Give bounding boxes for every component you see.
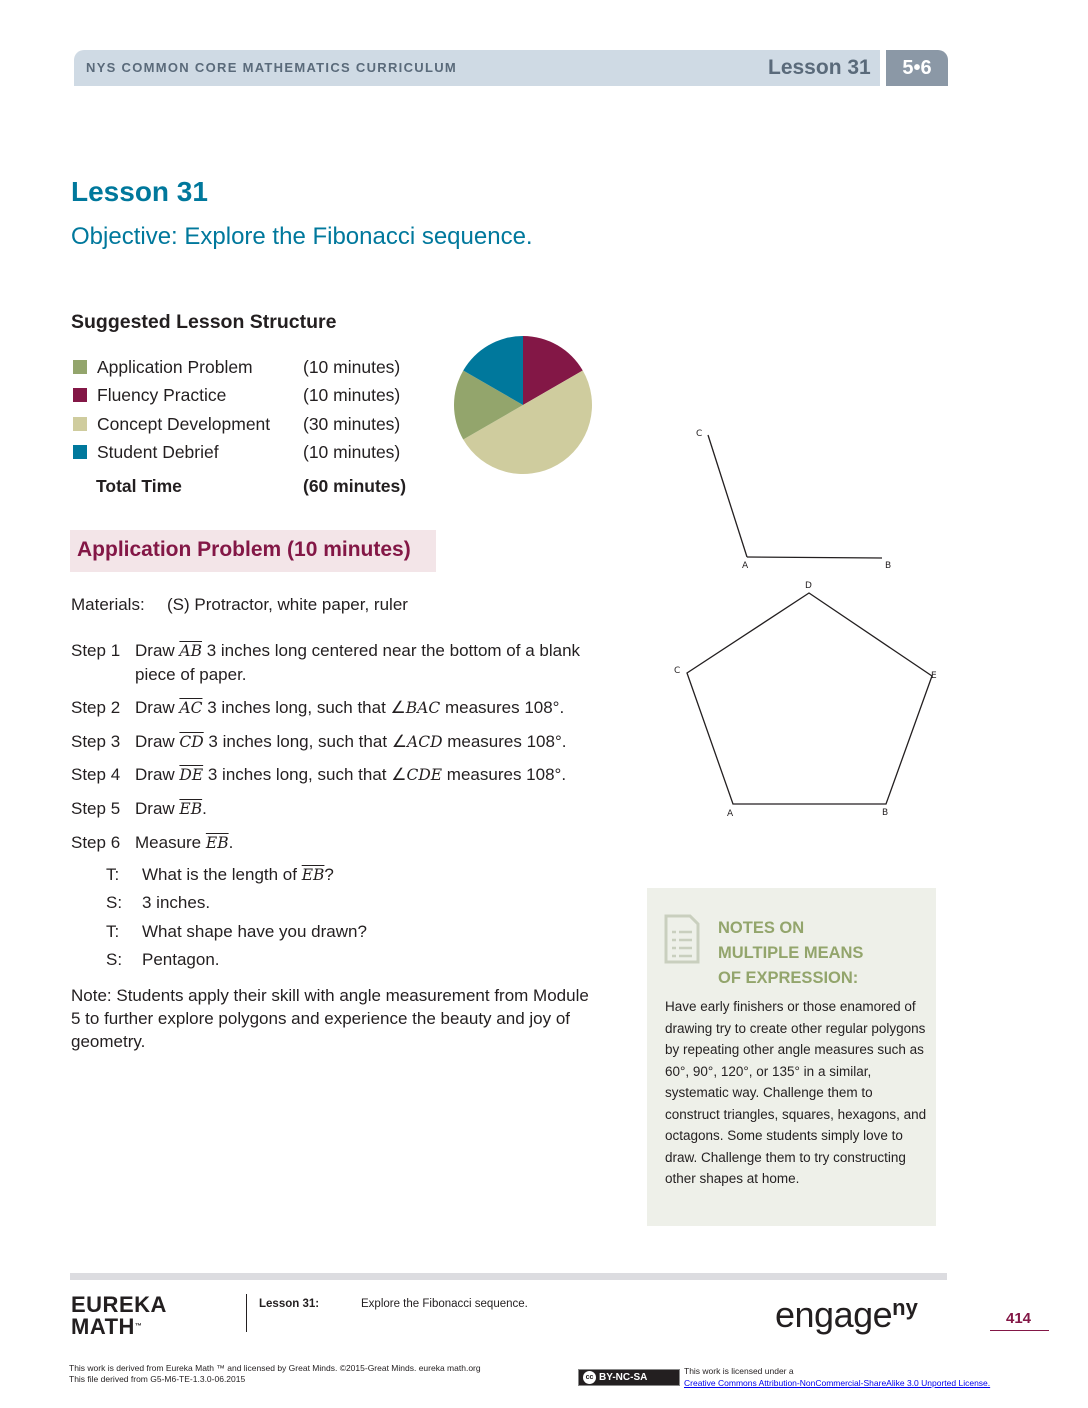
legend-swatch bbox=[73, 445, 87, 459]
structure-row-label: Application Problem bbox=[97, 357, 253, 377]
dialog-text: 3 inches. bbox=[142, 893, 211, 912]
footer-fine-print: This work is derived from Eureka Math ™ and licensed by Great Minds. ©2015-Great Minds. eureka math.org bbox=[69, 1363, 481, 1373]
vertex-label: C bbox=[696, 429, 703, 439]
vertex-label: A bbox=[742, 561, 749, 571]
step-number: Step 5 bbox=[71, 799, 121, 818]
structure-heading: Suggested Lesson Structure bbox=[71, 311, 337, 333]
application-heading: Application Problem (10 minutes) bbox=[77, 538, 411, 561]
page-number: 414 bbox=[1006, 1310, 1032, 1327]
angle-label: BAC bbox=[405, 699, 441, 717]
footer-lesson-objective: Explore the Fibonacci sequence. bbox=[361, 1298, 528, 1310]
sidebar-body: Have early finishers or those enamored of drawing try to create other regular polygons by repeating other angle measures such as 60°, 90°, 120°, or 135° in a similar, systematic way. Challenge them to construct triangles, squares, hexagons, and octagons. Some students simply love to draw. Challenge them to try constructing other shapes at home. bbox=[665, 999, 927, 1186]
segment-label: $\overline{EB}$ bbox=[301, 866, 325, 884]
license-text: This work is licensed under a bbox=[684, 1366, 794, 1376]
structure-row-label: Concept Development bbox=[97, 414, 271, 434]
step-text: Draw $\overline{AC}$ 3 inches long, such that ∠BAC measures 108°. bbox=[135, 698, 565, 717]
vertex-label: B bbox=[885, 561, 892, 571]
step-text: Measure $\overline{EB}$. bbox=[135, 833, 234, 852]
dialog-text: What is the length of $\overline{EB}$? bbox=[142, 865, 334, 884]
license-link[interactable]: Creative Commons Attribution-NonCommercial-ShareAlike 3.0 Unported License. bbox=[684, 1378, 991, 1388]
dialog-speaker: T: bbox=[106, 865, 120, 884]
step-text: Draw $\overline{EB}$. bbox=[135, 799, 207, 818]
footer-rule bbox=[70, 1273, 947, 1280]
step-text: Draw $\overline{DE}$ 3 inches long, such that ∠CDE measures 108°. bbox=[135, 765, 567, 784]
step-number: Step 4 bbox=[71, 765, 121, 784]
legend-swatch bbox=[73, 417, 87, 431]
pentagon-construction-figure bbox=[660, 420, 950, 820]
header-lesson: Lesson 31 bbox=[768, 56, 871, 79]
step-number: Step 2 bbox=[71, 698, 121, 717]
segment-label: $\overline{CD}$ bbox=[179, 733, 204, 751]
grade-module-badge: 5•6 bbox=[886, 50, 948, 86]
lesson-structure-pie-chart bbox=[452, 334, 594, 476]
vertex-label: A bbox=[727, 809, 734, 819]
dialog-speaker: T: bbox=[106, 922, 120, 941]
structure-row-time: (10 minutes) bbox=[303, 385, 401, 405]
page-title: Lesson 31 bbox=[71, 176, 208, 207]
notes-document-icon bbox=[662, 914, 702, 964]
total-time-label: Total Time bbox=[96, 476, 182, 496]
engageny-logo: engage$^{ny}$ bbox=[775, 1294, 918, 1335]
angle-label: CDE bbox=[406, 766, 443, 784]
structure-row-time: (10 minutes) bbox=[303, 357, 401, 377]
step-number: Step 1 bbox=[71, 641, 121, 660]
structure-row-time: (10 minutes) bbox=[303, 442, 401, 462]
dialog-text: What shape have you drawn? bbox=[142, 922, 367, 941]
segment-label: $\overline{EB}$ bbox=[205, 834, 229, 852]
vertex-label: B bbox=[882, 808, 889, 818]
eureka-math-logo: EUREKA MATH™ bbox=[71, 1292, 167, 1339]
vertex-label: E bbox=[931, 671, 937, 681]
segment-label: $\overline{AB}$ bbox=[179, 642, 202, 660]
structure-row-label: Fluency Practice bbox=[97, 385, 227, 405]
footer-fine-print: This file derived from G5-M6-TE-1.3.0-06.2015 bbox=[69, 1374, 246, 1384]
dialog-text: Pentagon. bbox=[142, 950, 220, 969]
total-time-value: (60 minutes) bbox=[303, 476, 407, 496]
teacher-note: Note: Students apply their skill with angle measurement from Module 5 to further explore polygons and experience the beauty and joy of geometry. bbox=[71, 986, 589, 1051]
curriculum-title: NYS COMMON CORE MATHEMATICS CURRICULUM bbox=[86, 60, 458, 75]
pentagon-outline bbox=[687, 593, 932, 804]
structure-row-label: Student Debrief bbox=[97, 442, 219, 462]
vertex-label: D bbox=[805, 581, 812, 591]
footer-divider bbox=[246, 1294, 247, 1332]
segment-ac bbox=[708, 435, 747, 557]
structure-row-time: (30 minutes) bbox=[303, 414, 401, 434]
step-number: Step 3 bbox=[71, 732, 121, 751]
materials-list: (S) Protractor, white paper, ruler bbox=[167, 595, 408, 614]
cc-icon: cc bbox=[583, 1371, 596, 1384]
legend-swatch bbox=[73, 360, 87, 374]
lesson-objective: Objective: Explore the Fibonacci sequence. bbox=[71, 223, 533, 250]
creative-commons-badge: cc BY-NC-SA bbox=[578, 1369, 680, 1386]
angle-label: ACD bbox=[407, 733, 443, 751]
segment-label: $\overline{EB}$ bbox=[179, 800, 203, 818]
materials-label: Materials: bbox=[71, 595, 145, 614]
step-text: Draw $\overline{AB}$ 3 inches long centered near the bottom of a blank piece of paper. bbox=[135, 641, 581, 684]
segment-ab bbox=[747, 557, 882, 558]
materials-line bbox=[71, 595, 408, 615]
step-number: Step 6 bbox=[71, 833, 121, 852]
vertex-label: C bbox=[674, 666, 681, 676]
footer-lesson-label: Lesson 31: bbox=[259, 1298, 320, 1310]
dialog-speaker: S: bbox=[106, 950, 123, 969]
dialog-speaker: S: bbox=[106, 893, 123, 912]
segment-label: $\overline{DE}$ bbox=[179, 766, 204, 784]
legend-swatch bbox=[73, 388, 87, 402]
step-text: Draw $\overline{CD}$ 3 inches long, such that ∠ACD measures 108°. bbox=[135, 732, 567, 751]
sidebar-title: NOTES ON MULTIPLE MEANS OF EXPRESSION: bbox=[718, 919, 864, 987]
segment-label: $\overline{AC}$ bbox=[179, 699, 203, 717]
page-number-rule bbox=[990, 1330, 1049, 1331]
